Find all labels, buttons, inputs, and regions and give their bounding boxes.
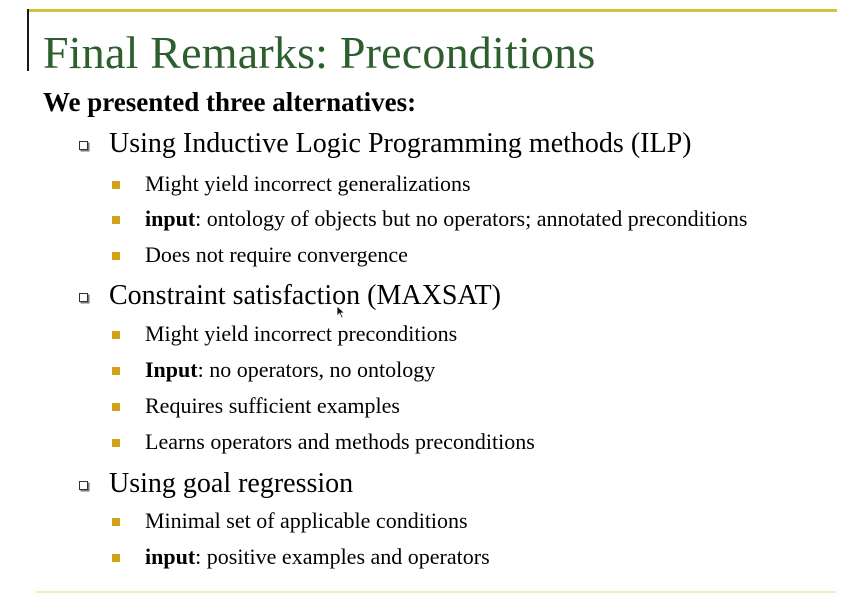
filled-square-bullet-icon <box>112 181 120 189</box>
filled-square-bullet-icon <box>112 554 120 562</box>
section-heading-goal-regression: Using goal regression <box>109 468 354 499</box>
filled-square-bullet-icon <box>112 367 120 375</box>
item-bold-label: Input <box>145 357 198 382</box>
list-item <box>145 241 408 269</box>
mouse-cursor-icon <box>336 305 346 319</box>
item-text: Does not require convergence <box>145 242 408 267</box>
hollow-square-bullet-icon <box>79 481 88 490</box>
slide-top-rule <box>27 9 837 12</box>
slide-left-rule <box>27 9 29 71</box>
item-text: Requires sufficient examples <box>145 393 400 418</box>
item-bold-label: input <box>145 206 196 231</box>
list-item <box>145 356 435 384</box>
filled-square-bullet-icon <box>112 403 120 411</box>
item-text: Might yield incorrect generalizations <box>145 171 471 196</box>
list-item <box>145 205 748 233</box>
item-bold-label: input <box>145 544 196 569</box>
hollow-square-bullet-icon <box>79 293 88 302</box>
section-heading-maxsat: Constraint satisfaction (MAXSAT) <box>109 280 501 311</box>
list-item <box>145 320 457 348</box>
slide-title: Final Remarks: Preconditions <box>43 27 596 78</box>
section-heading-ilp: Using Inductive Logic Programming methods (ILP) <box>109 128 692 159</box>
slide-bottom-rule <box>36 591 836 593</box>
list-item <box>145 392 400 420</box>
filled-square-bullet-icon <box>112 216 120 224</box>
item-text: Minimal set of applicable conditions <box>145 508 468 533</box>
item-text: : positive examples and operators <box>195 544 490 569</box>
item-text: Learns operators and methods preconditions <box>145 429 535 454</box>
list-item <box>145 428 535 456</box>
item-text: : ontology of objects but no operators; annotated preconditions <box>195 206 748 231</box>
list-item <box>145 170 471 198</box>
filled-square-bullet-icon <box>112 252 120 260</box>
filled-square-bullet-icon <box>112 518 120 526</box>
list-item <box>145 507 468 535</box>
filled-square-bullet-icon <box>112 331 120 339</box>
list-item <box>145 543 490 571</box>
slide-subtitle: We presented three alternatives: <box>43 87 417 117</box>
filled-square-bullet-icon <box>112 439 120 447</box>
item-text: : no operators, no ontology <box>197 357 436 382</box>
hollow-square-bullet-icon <box>79 141 88 150</box>
item-text: Might yield incorrect preconditions <box>145 321 458 346</box>
